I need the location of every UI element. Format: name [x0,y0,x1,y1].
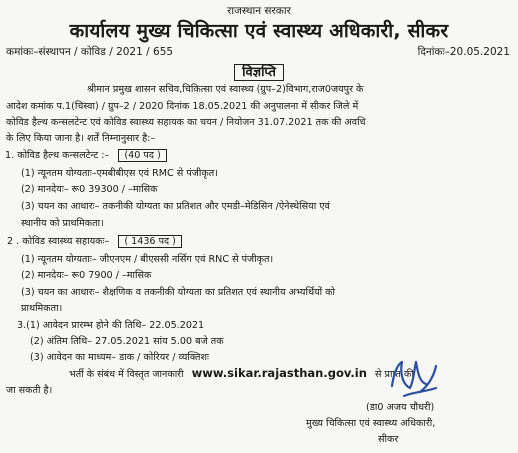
section2-item: प्राथमिकता। [21,303,63,314]
office-title: कार्यालय मुख्य चिकित्सा एवं स्वास्थ्य अधिकारी, सीकर [69,20,449,42]
section1-item: (2) मानदेयः– रू0 39300 / –मासिक [21,184,158,195]
section1-item: (3) चयन का आधारः– तकनीकी योग्यता का प्रतिशत और एमडी–मेडिसिन /ऐनेस्थेसिया एवं [21,201,330,212]
closing-line [69,366,414,380]
closing-pre: भर्ती के संबंध में विस्तृत जानकारी [69,369,184,380]
intro-line: के लिए किया जाना है। शर्तें निम्नानुसार है:– [6,133,156,144]
signatory-place: सीकर [378,434,399,445]
closing-line2: जा सकती है। [6,385,53,396]
signatory-name: (डा0 अजय चौधरी) [366,402,435,413]
issue-date: दिनांकः–20.05.2021 [417,46,510,58]
signatory-designation: मुख्य चिकित्सा एवं स्वास्थ्य अधिकारी, [306,418,436,429]
section1-heading: 1. कोविड हैल्थ कन्सलटेन्ट :– [5,150,110,161]
section1-heading-row [5,148,167,161]
government-label: राजस्थान सरकार [227,5,291,17]
intro-line: कोविड हैल्थ कन्सलटेन्ट एवं कोविड स्वास्थ्य सहायक का चयन / नियोजन 31.07.2021 तक की अवधि [6,117,366,128]
intro-line: आदेश कमांक प.1(चिस्वा) / ग्रुप–2 / 2020 दिनांक 18.05.2021 की अनुपालना में सीकर जिले में [6,101,359,112]
signature-mark [384,352,454,406]
section1-item: (1) न्यूनतम योग्यताः–एमबीबीएस एवं RMC से पंजीकृत। [21,168,218,179]
section2-item: (1) न्यूनतम योग्यताः– जीएनएम / बीएससी नर्सिग एवं RNC से पंजीकृत। [21,254,274,265]
section2-item: (3) चयन का आधारः– शैक्षणिक व तकनीकी योग्यता का प्रतिशत एवं स्थानीय अभ्यर्थियों को [21,287,336,298]
website-link[interactable]: www.sikar.rajasthan.gov.in [191,366,367,380]
section1-item: स्थानीय को प्राथमिकता। [21,218,104,229]
intro-line: श्रीमान प्रमुख शासन सचिव,चिकित्सा एवं स्वास्थ्य (ग्रुप–2)विभाग,राज0जयपुर के [87,84,364,95]
notice-title: विज्ञप्ति [234,64,284,81]
section3-item: (3) आवेदन का माध्यम– डाक / कोरियर / व्यक्तिशः [30,352,209,363]
section3-item: 3.(1) आवेदन प्रारम्भ होने की तिथि– 22.05.2021 [17,320,205,331]
section2-heading-row [7,234,182,247]
section2-posts: ( 1436 पद ) [118,235,182,248]
section3-item: (2) अंतिम तिथि– 27.05.2021 सांय 5.00 बजे तक [30,336,224,347]
closing-post: से प्राप्त की [375,369,414,380]
section1-posts: (40 पद ) [118,149,166,162]
section2-item: (2) मानदेयः– रू0 7900 / –मासिक [21,270,152,281]
reference-number: कमांकः–संस्थापन / कोविड / 2021 / 655 [6,46,174,58]
notice-title-wrap [0,61,518,80]
section2-heading: 2 . कोविड स्वास्थ्य सहायकः– [7,236,110,247]
